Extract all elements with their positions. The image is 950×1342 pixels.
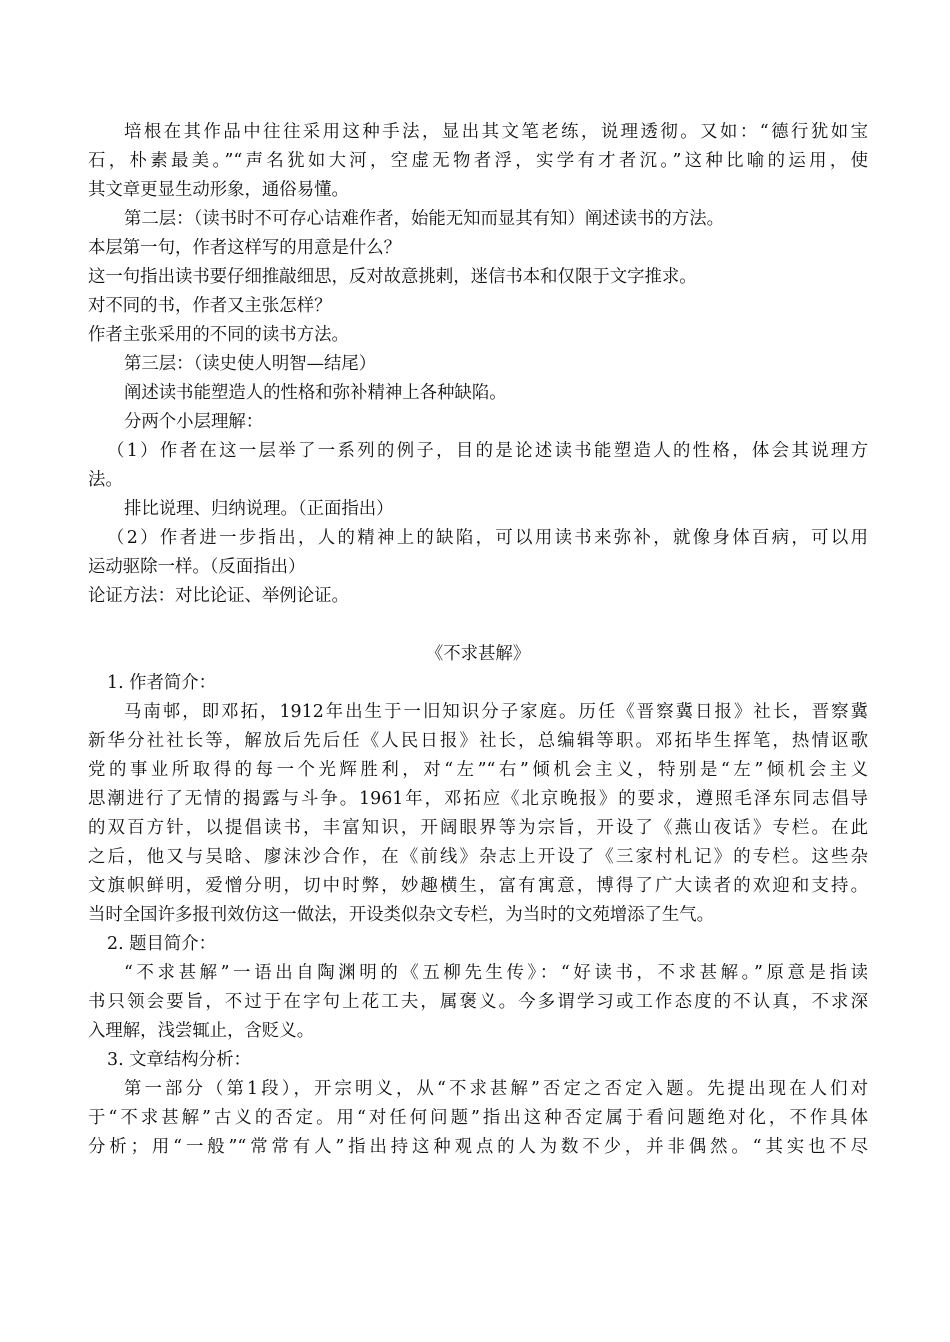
answer-line: 作者主张采用的不同的读书方法。 (88, 325, 349, 345)
paragraph-line: 党的事业所取得的每一个光辉胜利，对“左”“右”倾机会主义，特别是“左”倾机会主义 (88, 760, 868, 780)
paragraph-line: 书只领会要旨，不过于在字句上花工夫，属褒义。今多谓学习或工作态度的不认真，不求深 (88, 992, 868, 1012)
numbered-heading: 2. 题目简介： (107, 934, 217, 954)
paragraph-line: 法。 (88, 470, 123, 490)
paragraph-line: 分析；用“一般”“常常有人”指出持这种观点的人为数不少，并非偶然。“其实也不尽 (88, 1137, 868, 1157)
paragraph-line: 排比说理、归纳说理。（正面指出） (124, 499, 394, 519)
paragraph-line: 石，朴素最美。”“声名犹如大河，空虚无物者浮，实学有才者沉。”这种比喻的运用，使 (88, 151, 868, 171)
paragraph-line: 马南邨，即邓拓，1912年出生于一旧知识分子家庭。历任《晋察冀日报》社长，晋察冀 (124, 702, 868, 722)
layer-heading: 第二层：（读书时不可存心诘难作者，始能无知而显其有知）阐述读书的方法。 (124, 209, 724, 229)
paragraph-line: 培根在其作品中往往采用这种手法，显出其文笔老练，说理透彻。又如：“德行犹如宝 (124, 122, 868, 142)
question-line: 对不同的书，作者又主张怎样？ (88, 296, 332, 316)
numbered-heading: 3. 文章结构分析： (107, 1050, 251, 1070)
question-line: 本层第一句，作者这样写的用意是什么？ (88, 238, 402, 258)
paragraph-line: 于“不求甚解”古义的否定。用“对任何问题”指出这种否定属于看问题绝对化，不作具体 (88, 1108, 868, 1128)
paragraph-line: 阐述读书能塑造人的性格和弥补精神上各种缺陷。 (124, 383, 507, 403)
paragraph-line: 新华分社社长等，解放后先后任《人民日报》社长，总编辑等职。邓拓毕生挥笔，热情讴歌 (88, 731, 868, 751)
paragraph-line: 思潮进行了无情的揭露与斗争。1961年，邓拓应《北京晚报》的要求，遵照毛泽东同志倡导 (88, 789, 868, 809)
paragraph-line: 分两个小层理解： (124, 412, 264, 432)
section-title: 《不求甚解》 (425, 644, 531, 664)
paragraph-line: 其文章更显生动形象，通俗易懂。 (88, 180, 349, 200)
paragraph-line: “不求甚解”一语出自陶渊明的《五柳先生传》：“好读书，不求甚解。”原意是指读 (124, 963, 868, 983)
paragraph-line: 论证方法：对比论证、举例论证。 (88, 586, 349, 606)
answer-line: 这一句指出读书要仔细推敲细思，反对故意挑剌，迷信书本和仅限于文字推求。 (88, 267, 697, 287)
paragraph-line: 第一部分（第1段），开宗明义，从“不求甚解”否定之否定入题。先提出现在人们对 (124, 1079, 868, 1099)
paragraph-line: 当时全国许多报刊效仿这一做法，开设类似杂文专栏，为当时的文苑增添了生气。 (88, 905, 715, 925)
paragraph-line: 运动驱除一样。（反面指出） (88, 557, 306, 577)
numbered-heading: 1. 作者简介： (107, 673, 217, 693)
layer-heading: 第三层：（读史使人明智—结尾） (124, 354, 377, 374)
document-page (88, 118, 868, 1162)
section-gap (88, 611, 868, 640)
paragraph-line: 入理解，浅尝辄止，含贬义。 (88, 1021, 315, 1041)
paragraph-line: 之后，他又与吴晗、廖沫沙合作，在《前线》杂志上开设了《三家村札记》的专栏。这些杂 (88, 847, 868, 867)
paragraph-line: 文旗帜鲜明，爱憎分明，切中时弊，妙趣横生，富有寓意，博得了广大读者的欢迎和支持。 (88, 876, 868, 896)
paragraph-line: （2）作者进一步指出，人的精神上的缺陷，可以用读书来弥补，就像身体百病，可以用 (107, 528, 868, 548)
paragraph-line: （1）作者在这一层举了一系列的例子，目的是论述读书能塑造人的性格，体会其说理方 (107, 441, 868, 461)
paragraph-line: 的双百方针，以提倡读书，丰富知识，开阔眼界等为宗旨，开设了《燕山夜话》专栏。在此 (88, 818, 868, 838)
